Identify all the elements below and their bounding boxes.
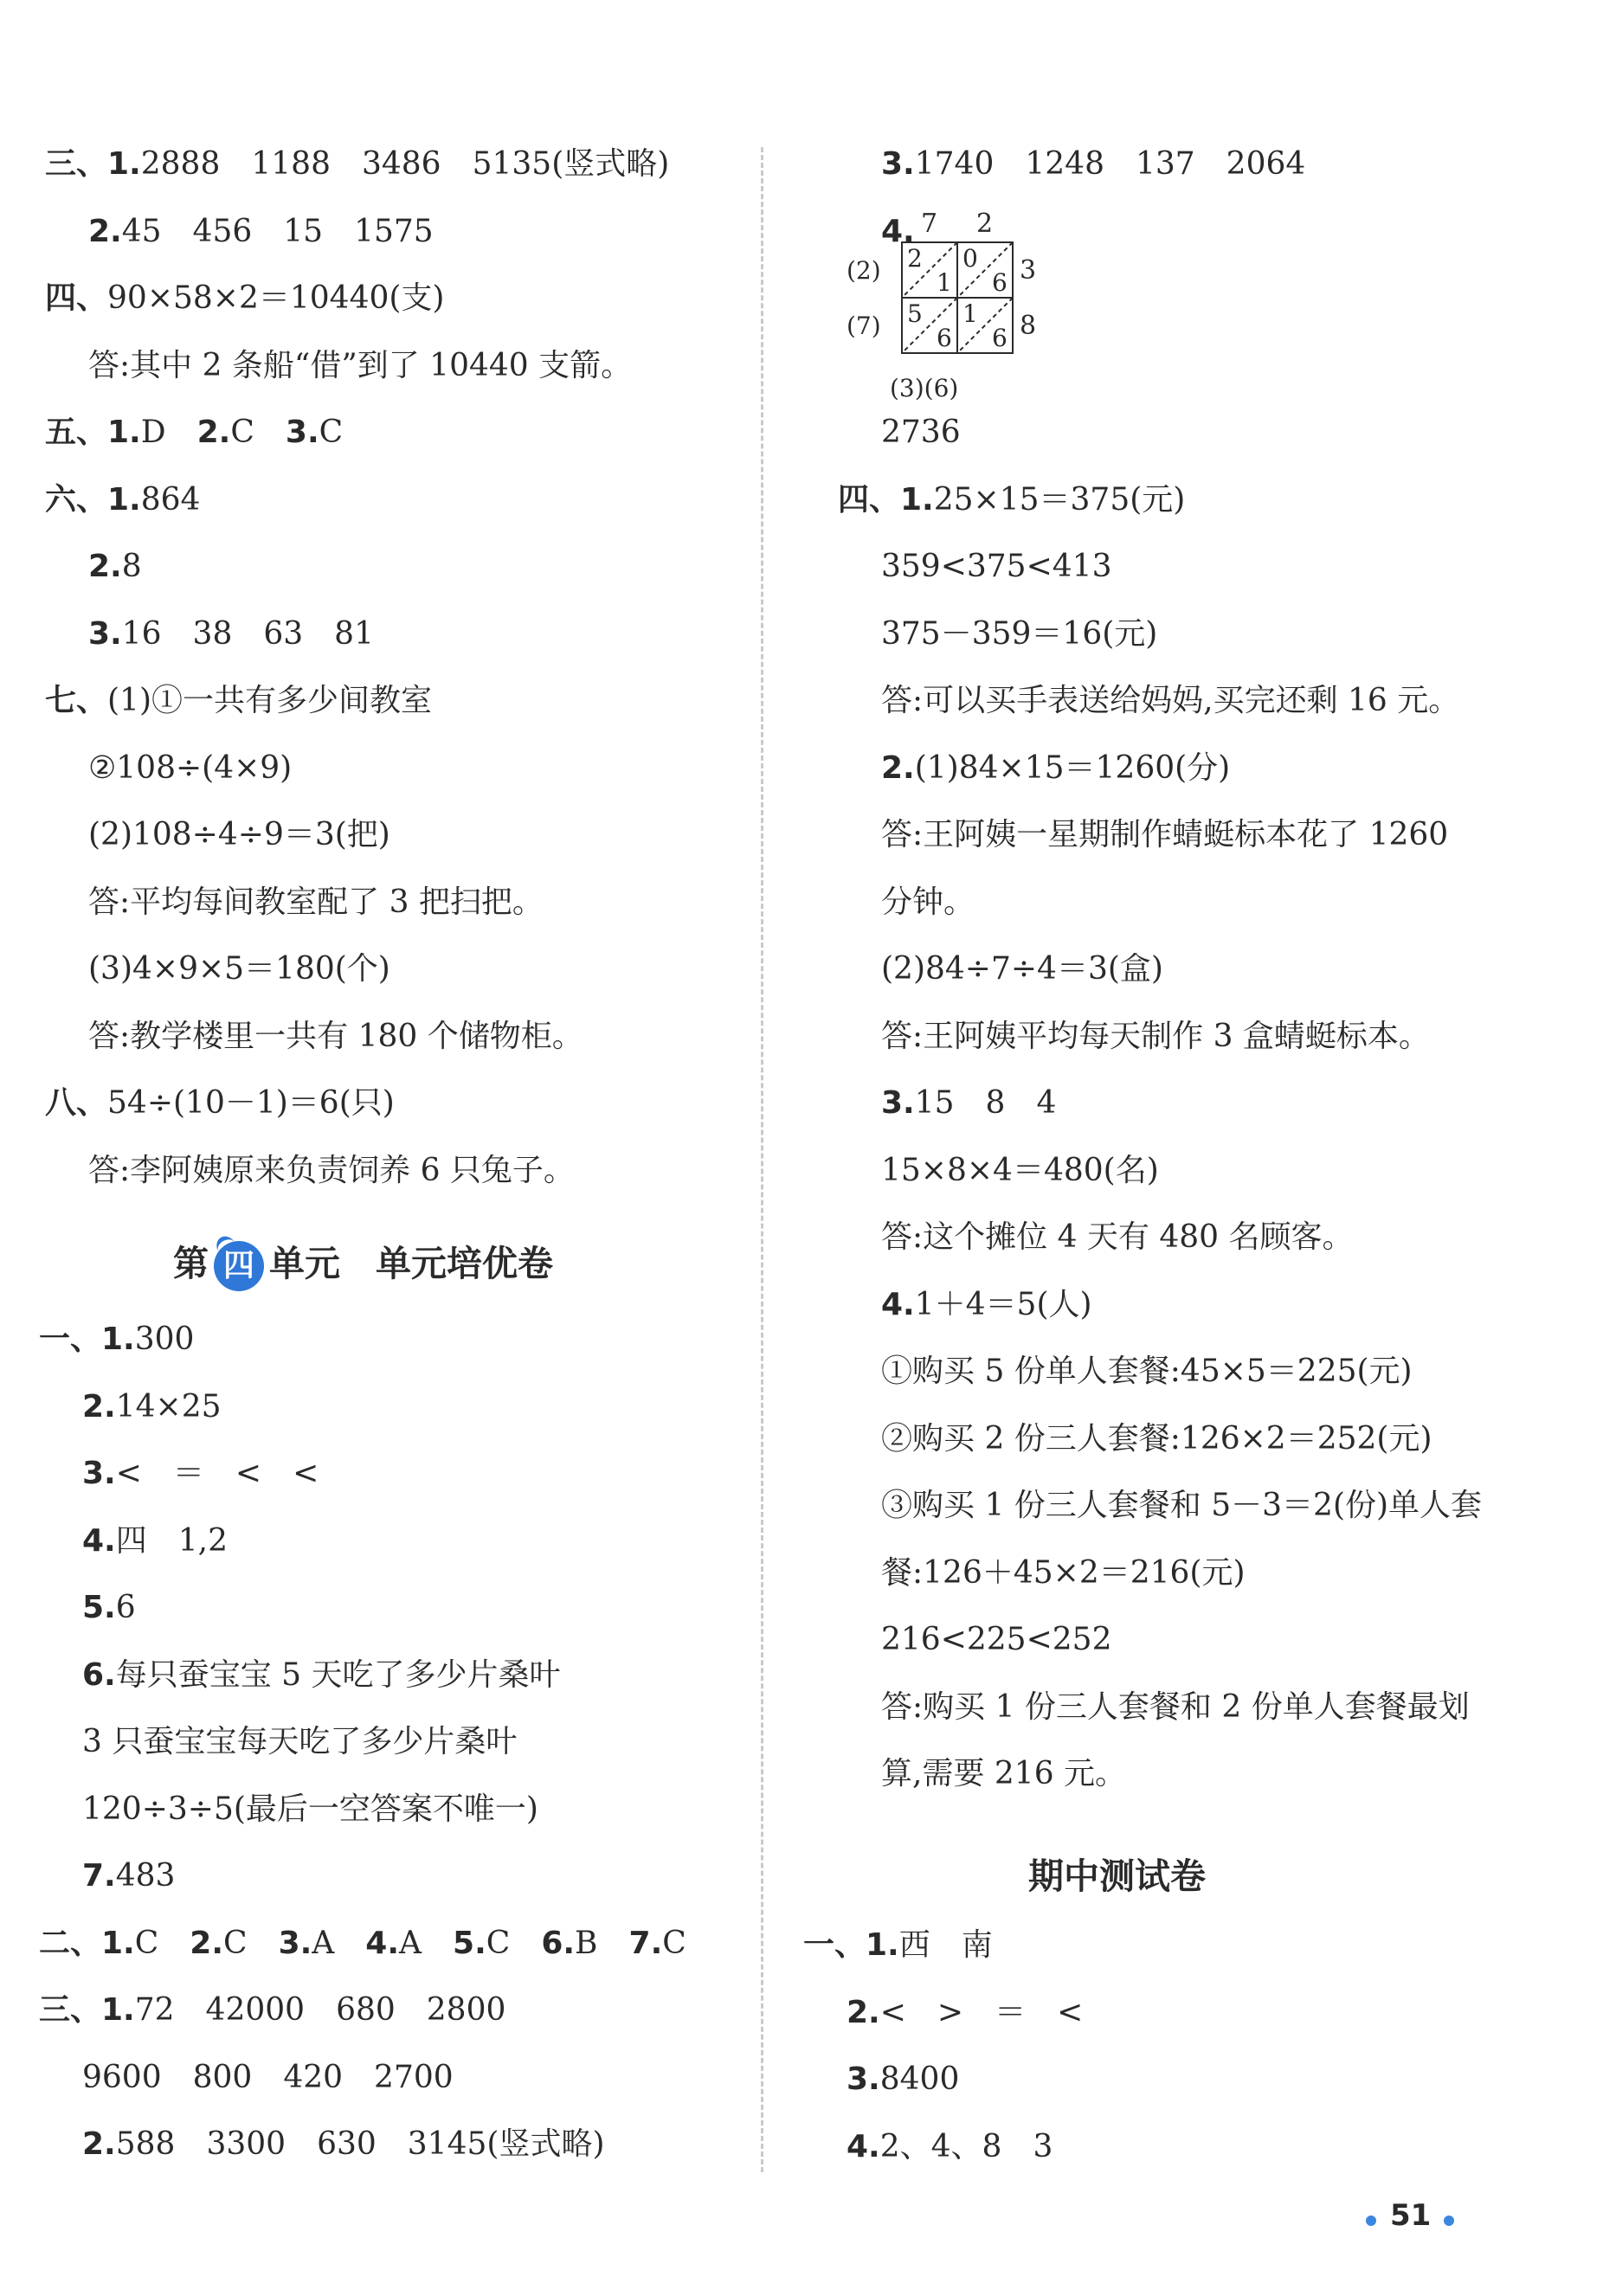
answer-label: 4. <box>365 1925 400 1961</box>
answer-text: 45 456 15 1575 <box>121 213 434 249</box>
midterm-heading: 期中测试卷 <box>1028 1855 1206 1897</box>
answer-line <box>82 1857 175 1895</box>
answer-line <box>88 884 544 922</box>
answer-label: 7. <box>82 1858 116 1894</box>
answer-label: 三、1. <box>45 146 141 182</box>
answer-text: 答:教学楼里一共有 180 个储物柜。 <box>88 1018 583 1054</box>
answer-label: 3. <box>881 146 915 182</box>
answer-text: < > ＝ < <box>879 1994 1084 2030</box>
answer-label: 八、 <box>45 1085 108 1121</box>
answer-line <box>881 548 1111 586</box>
answer-text: C <box>223 1925 279 1961</box>
answer-line <box>82 1455 319 1493</box>
lattice-cell-tens: 5 <box>907 299 923 328</box>
answer-text: 答:王阿姨一星期制作蜻蜓标本花了 1260 <box>881 817 1449 852</box>
answer-line <box>881 1353 1413 1391</box>
lattice-cell-ones: 1 <box>937 268 952 297</box>
answer-line <box>881 1755 1126 1793</box>
answer-label: 6. <box>541 1925 576 1961</box>
answer-text: 四 1,2 <box>115 1522 228 1559</box>
answer-text: 15 8 4 <box>914 1085 1057 1121</box>
answer-label: 3. <box>285 415 319 450</box>
lattice-cell-ones: 6 <box>992 268 1008 297</box>
answer-label: 2. <box>82 1388 116 1425</box>
answer-text: 14×25 <box>115 1388 222 1425</box>
answer-text: 120÷3÷5(最后一空答案不唯一) <box>82 1791 538 1827</box>
lattice-top-digit: 7 <box>921 209 938 239</box>
answer-line <box>88 749 292 788</box>
answer-label: 6. <box>82 1656 116 1693</box>
answer-label: 5. <box>453 1925 486 1961</box>
lattice-bottom-labels: (3)(6) <box>890 374 959 402</box>
answer-text: 3 只蚕宝宝每天吃了多少片桑叶 <box>82 1724 518 1759</box>
answer-line <box>82 1388 222 1426</box>
answer-text: 1740 1248 137 2064 <box>914 146 1306 182</box>
answer-text: 72 42000 680 2800 <box>134 1992 506 2028</box>
answer-text: 90×58×2＝10440(支) <box>107 280 445 316</box>
answer-line <box>88 213 434 251</box>
answer-text: < ＝ < < <box>115 1456 319 1491</box>
answer-text: A <box>399 1925 454 1961</box>
answer-text: 6 <box>115 1590 136 1625</box>
answer-label: 2. <box>88 549 122 584</box>
answer-line <box>88 347 632 385</box>
answer-text: 9600 800 420 2700 <box>82 2059 454 2095</box>
answer-label: 3. <box>88 615 122 652</box>
lattice-cell-tens: 1 <box>962 299 978 328</box>
answer-text: 答:购买 1 份三人套餐和 2 份单人套餐最划 <box>881 1688 1470 1725</box>
answer-label: 5. <box>82 1590 116 1625</box>
lattice-multiplication-diagram <box>847 206 1046 409</box>
page-number: 51 <box>1390 2198 1432 2233</box>
lattice-right-digit: 3 <box>1020 255 1037 286</box>
lattice-top-digit: 2 <box>976 209 994 239</box>
lattice-left-label: (7) <box>847 312 881 340</box>
answer-label: 三、1. <box>39 1992 135 2028</box>
answer-line <box>881 145 1305 183</box>
answer-label: 五、1. <box>45 415 141 450</box>
answer-text: D <box>140 415 197 450</box>
answer-line <box>82 1723 517 1761</box>
answer-text: 8400 <box>879 2061 960 2097</box>
unit-heading <box>173 1238 553 1291</box>
lattice-cell-ones: 6 <box>937 324 952 352</box>
answer-label: 四、1. <box>838 481 934 518</box>
answer-label: 4. <box>847 2128 880 2164</box>
answer-label: 2. <box>88 213 122 249</box>
answer-text: (1)84×15＝1260(分) <box>914 749 1231 786</box>
answer-line <box>82 1791 538 1829</box>
unit-number-badge: 四 <box>214 1241 264 1291</box>
answer-label: 2. <box>190 1925 224 1961</box>
answer-line <box>39 1991 505 2029</box>
answer-line <box>881 414 961 452</box>
answer-text: C <box>486 1925 542 1961</box>
answer-line <box>39 1925 686 1963</box>
answer-label: 7. <box>628 1925 663 1961</box>
answer-text: 25×15＝375(元) <box>933 481 1186 518</box>
answer-text: 答:可以买手表送给妈妈,买完还剩 16 元。 <box>881 683 1460 718</box>
answer-text: 54÷(10－1)＝6(只) <box>107 1085 395 1121</box>
answer-line <box>82 2126 605 2164</box>
answer-text: 864 <box>140 481 201 518</box>
answer-text: C <box>319 415 344 450</box>
answer-label: 4. <box>881 1286 915 1322</box>
answer-line <box>88 615 374 653</box>
answer-text: 483 <box>115 1858 176 1894</box>
answer-line <box>82 1589 136 1627</box>
answer-text: ③购买 1 份三人套餐和 5－3＝2(份)单人套 <box>881 1488 1483 1523</box>
answer-label: 一、1. <box>803 1927 899 1963</box>
answer-text: 2888 1188 3486 5135(竖式略) <box>140 146 670 182</box>
answer-text: (3)4×9×5＝180(个) <box>88 951 390 987</box>
page-dot-left <box>1366 2216 1376 2226</box>
answer-text: 答:李阿姨原来负责饲养 6 只兔子。 <box>88 1152 575 1188</box>
answer-text: C <box>134 1925 190 1961</box>
answer-text: 餐:126＋45×2＝216(元) <box>881 1554 1246 1591</box>
answer-text: A <box>312 1925 366 1961</box>
answer-label: 一、1. <box>39 1322 135 1357</box>
answer-line <box>45 280 444 318</box>
answer-label: 3. <box>847 2061 880 2097</box>
unit-heading-pre: 第 <box>173 1243 209 1284</box>
answer-text: C <box>662 1925 686 1961</box>
answer-line <box>45 682 432 720</box>
answer-text: 答:王阿姨平均每天制作 3 盒蜻蜓标本。 <box>881 1018 1430 1054</box>
answer-label: 四、 <box>45 280 108 316</box>
answer-line <box>847 2061 959 2099</box>
answer-line <box>45 481 200 519</box>
answer-line <box>881 816 1448 854</box>
answer-label: 2. <box>881 749 915 786</box>
answer-line <box>881 1621 1111 1659</box>
answer-label: 4. <box>881 213 915 249</box>
answer-line <box>881 1487 1482 1525</box>
answer-line <box>88 1152 575 1190</box>
answer-text: 算,需要 216 元。 <box>881 1756 1127 1791</box>
answer-text: 答:其中 2 条船“借”到了 10440 支箭。 <box>88 347 633 383</box>
answer-text: 答:这个摊位 4 天有 480 名顾客。 <box>881 1219 1354 1255</box>
answer-text: 375－359＝16(元) <box>881 615 1158 652</box>
answer-line <box>847 1994 1083 2032</box>
answer-line <box>881 1084 1056 1122</box>
answer-text: 2736 <box>881 415 961 450</box>
answer-text: C <box>230 415 286 450</box>
answer-line <box>88 548 142 586</box>
unit-heading-post: 单元 单元培优卷 <box>269 1243 553 1284</box>
answer-text: 2、4、8 3 <box>879 2128 1053 2164</box>
answer-line <box>881 1286 1092 1324</box>
answer-line <box>881 1219 1354 1257</box>
answer-text: (1)①一共有多少间教室 <box>107 683 433 718</box>
answer-line <box>881 1420 1432 1458</box>
answer-text: 16 38 63 81 <box>121 615 374 652</box>
answer-line <box>88 816 390 854</box>
answer-line <box>881 1554 1246 1592</box>
answer-line <box>39 1321 194 1359</box>
answer-text: 分钟。 <box>881 884 975 920</box>
answer-label: 2. <box>82 2126 116 2162</box>
answer-text: 1＋4＝5(人) <box>914 1286 1092 1322</box>
answer-label: 3. <box>82 1456 116 1491</box>
answer-line <box>881 1152 1159 1190</box>
answer-text: 15×8×4＝480(名) <box>881 1152 1159 1188</box>
page-dot-right <box>1444 2216 1454 2226</box>
answer-line <box>803 1926 993 1965</box>
answer-line <box>82 1656 561 1695</box>
answer-line <box>45 145 669 183</box>
lattice-cell-tens: 2 <box>907 244 923 273</box>
answer-text: 216<225<252 <box>881 1622 1112 1657</box>
answer-line <box>45 414 343 452</box>
answer-text: ②购买 2 份三人套餐:126×2＝252(元) <box>881 1420 1432 1457</box>
answer-text: B <box>575 1925 629 1961</box>
answer-text: 588 3300 630 3145(竖式略) <box>115 2126 605 2162</box>
answer-line <box>82 1522 228 1560</box>
answer-label: 3. <box>881 1085 915 1121</box>
answer-line <box>881 884 975 922</box>
answer-label: 六、1. <box>45 481 141 518</box>
answer-text: 西 南 <box>898 1927 993 1963</box>
answer-line <box>88 1018 583 1056</box>
lattice-cell-ones: 6 <box>992 324 1008 352</box>
answer-line <box>881 749 1230 788</box>
lattice-cell-tens: 0 <box>962 244 978 273</box>
answer-line <box>881 615 1157 653</box>
answer-line <box>45 1084 395 1122</box>
answer-label: 二、1. <box>39 1925 135 1961</box>
answer-line <box>881 950 1163 988</box>
answer-text: 答:平均每间教室配了 3 把扫把。 <box>88 884 544 920</box>
answer-line <box>881 1018 1430 1056</box>
answer-line <box>881 1688 1470 1727</box>
lattice-right-digit: 8 <box>1020 311 1037 341</box>
answer-text: (2)84÷7÷4＝3(盒) <box>881 951 1163 987</box>
lattice-left-label: (2) <box>847 256 881 285</box>
answer-line <box>88 950 390 988</box>
answer-text: 300 <box>134 1322 195 1357</box>
answer-text: 359<375<413 <box>881 549 1112 584</box>
answer-line <box>847 2128 1053 2166</box>
answer-line <box>82 2059 454 2097</box>
answer-text: (2)108÷4÷9＝3(把) <box>88 817 390 852</box>
answer-text: 每只蚕宝宝 5 天吃了多少片桑叶 <box>115 1656 561 1693</box>
answer-line <box>838 481 1185 519</box>
answer-text: 8 <box>121 549 142 584</box>
answer-label: 七、 <box>45 683 108 718</box>
column-divider <box>761 147 763 2172</box>
answer-line <box>881 682 1459 720</box>
answer-label: 2. <box>196 415 231 450</box>
answer-label: 3. <box>278 1925 312 1961</box>
answer-label: 4. <box>82 1522 116 1559</box>
answer-text: ①购买 5 份单人套餐:45×5＝225(元) <box>881 1354 1413 1389</box>
answer-label: 2. <box>847 1994 880 2030</box>
answer-text: ②108÷(4×9) <box>88 749 293 786</box>
